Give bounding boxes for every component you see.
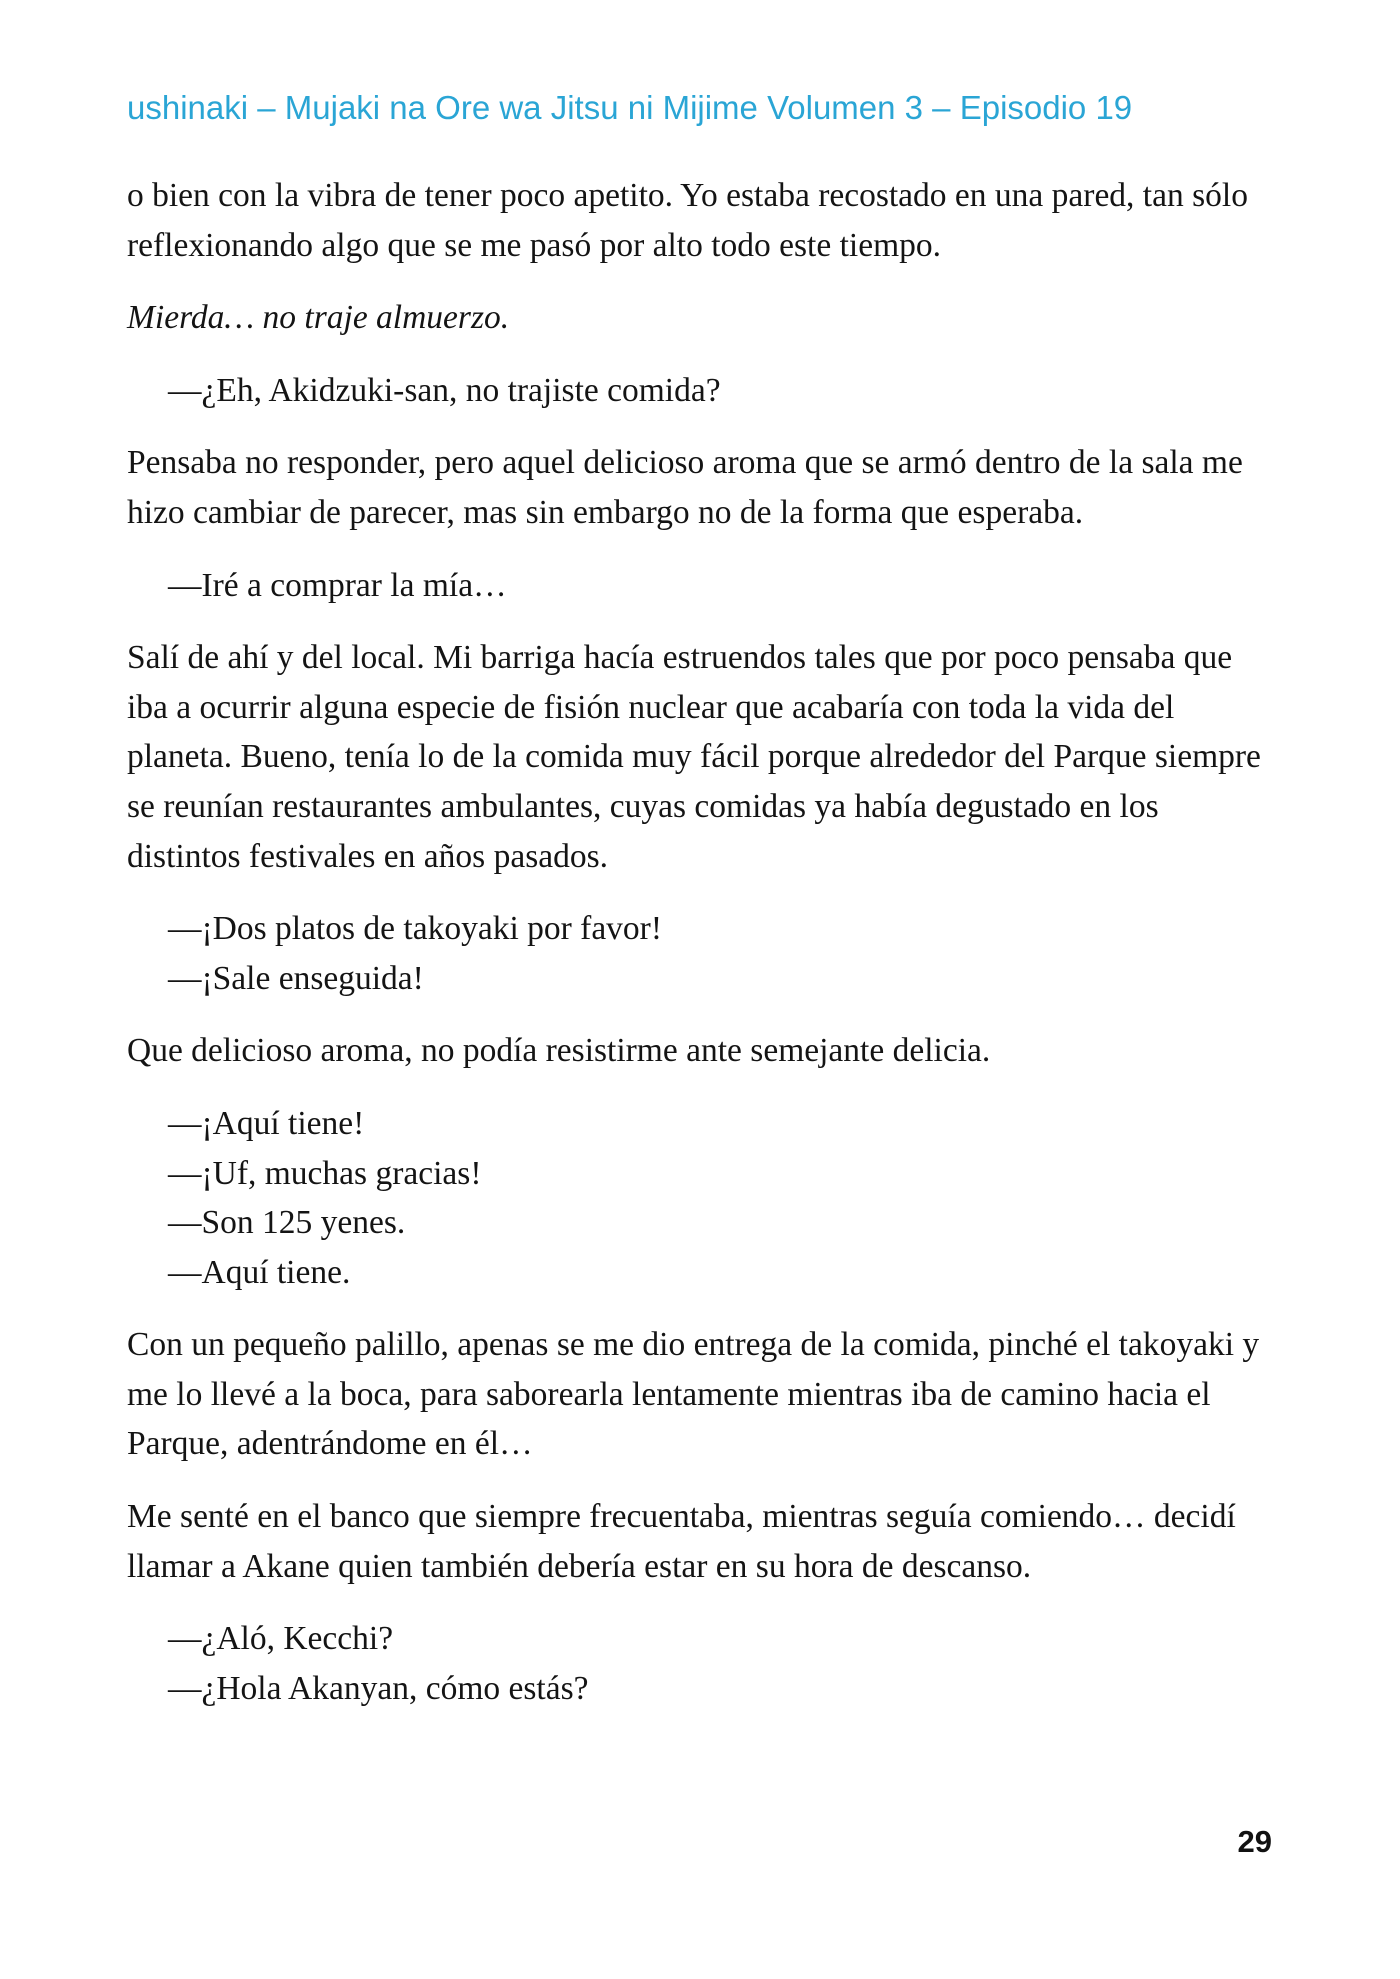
dialogue-line: —Aquí tiene. <box>168 1253 351 1291</box>
page-number: 29 <box>1237 1824 1272 1859</box>
paragraph: Pensaba no responder, pero aquel delicioso aroma que se armó dentro de la sala me hizo cambiar de parecer, mas sin embargo no de la forma que esperaba. <box>127 444 1243 531</box>
dialogue-line: —¡Dos platos de takoyaki por favor! <box>168 910 662 948</box>
dialogue-group <box>127 1099 1272 1297</box>
dialogue-group <box>127 366 1272 416</box>
paragraph: Con un pequeño palillo, apenas se me dio entrega de la comida, pinché el takoyaki y me lo llevé a la boca, para saborearla lentamente mientras iba de camino hacia el Parque, adentrándome en él… <box>127 1326 1260 1463</box>
dialogue-line: —¡Aquí tiene! <box>168 1104 365 1142</box>
dialogue-group <box>127 904 1272 1003</box>
paragraph: Salí de ahí y del local. Mi barriga hacía estruendos tales que por poco pensaba que iba a ocurrir alguna especie de fisión nuclear que acabaría con toda la vida del planeta. Bueno, tenía lo de la comida muy fácil porque alrededor del Parque siempre se reunían restaurantes ambulantes, cuyas comidas ya había degustado en los distintos festivales en años pasados. <box>127 639 1261 875</box>
paragraph: o bien con la vibra de tener poco apetito. Yo estaba recostado en una pared, tan sólo reflexionando algo que se me pasó por alto todo este tiempo. <box>127 177 1248 264</box>
dialogue-line: —¡Sale enseguida! <box>168 959 424 997</box>
dialogue-line: —Iré a comprar la mía… <box>168 566 507 604</box>
paragraph: Que delicioso aroma, no podía resistirme ante semejante delicia. <box>127 1032 991 1070</box>
paragraph: Me senté en el banco que siempre frecuentaba, mientras seguía comiendo… decidí llamar a Akane quien también debería estar en su hora de descanso. <box>127 1498 1236 1585</box>
running-header: ushinaki – Mujaki na Ore wa Jitsu ni Mijime Volumen 3 – Episodio 19 <box>127 89 1133 126</box>
dialogue-group <box>127 1614 1272 1713</box>
dialogue-line: —¿Aló, Kecchi? <box>168 1620 394 1658</box>
dialogue-line: —¿Eh, Akidzuki-san, no trajiste comida? <box>168 371 721 409</box>
italic-thought: Mierda… no traje almuerzo. <box>127 299 510 337</box>
dialogue-group <box>127 561 1272 611</box>
page-body <box>127 171 1272 1736</box>
dialogue-line: —¿Hola Akanyan, cómo estás? <box>168 1669 589 1707</box>
dialogue-line: —Son 125 yenes. <box>168 1204 406 1242</box>
dialogue-line: —¡Uf, muchas gracias! <box>168 1154 482 1192</box>
